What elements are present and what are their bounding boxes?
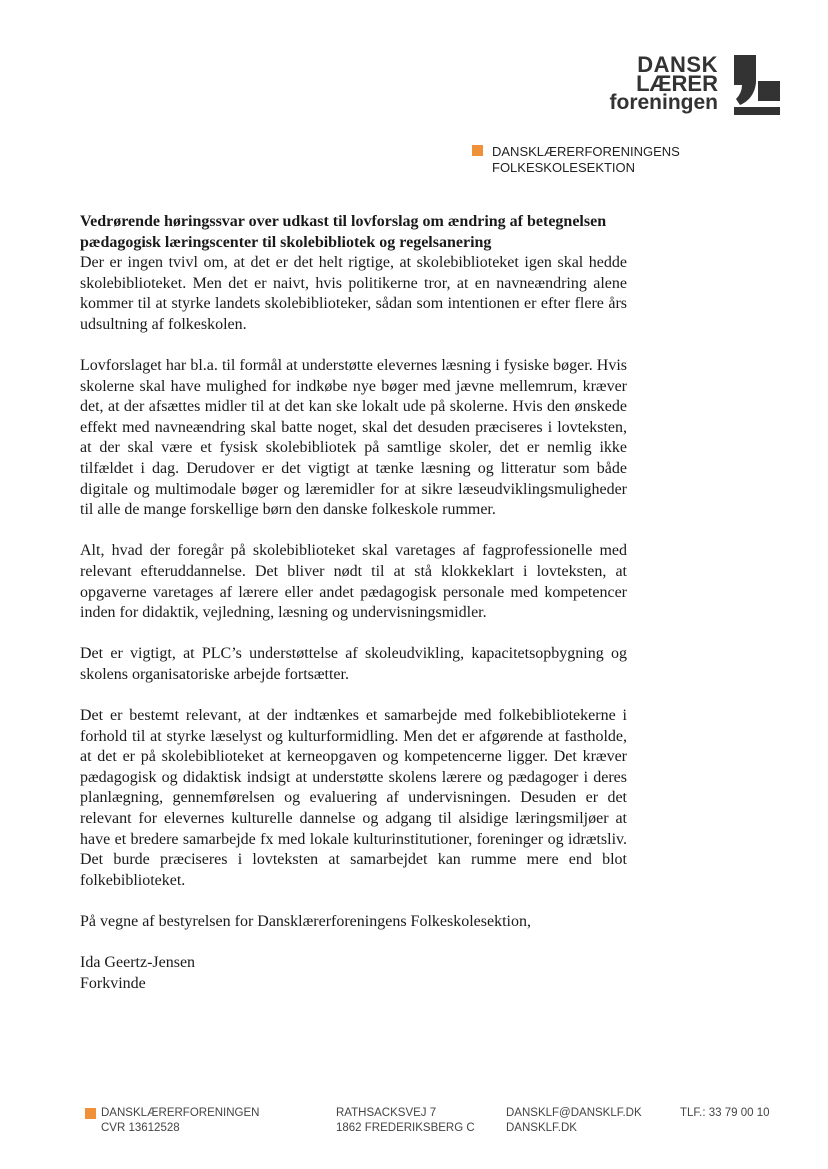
city: 1862 FREDERIKSBERG C bbox=[336, 1122, 475, 1134]
logo-mark-icon bbox=[734, 55, 782, 117]
paragraph: Det er bestemt relevant, at der indtænkes et samarbejde med folkebibliotekerne i forhold til at styrke læselyst og kulturformidling. Men det er afgørende at fastholde, at det er på skolebiblioteket at kerneopgaven og kompetencerne ligger. Det kræver pædagogisk og didaktisk indsigt at understøtte skolens lærere og pædagoger i deres planlægning, gennemførelsen og evaluering af undervisningen. Desuden er det relevant for elevernes kulturelle dannelse og adgang til alsidige læringsmiljøer at have et bredere samarbejde fx med lokale kulturinstitutioner, foreninger og idrætsliv. Det burde præciseres i lovteksten at samarbejdet kan rumme mere end blot folkebiblioteket. bbox=[80, 707, 627, 889]
paragraph: Lovforslaget har bl.a. til formål at understøtte elevernes læsning i fysiske bøger. Hvis skolerne skal have mulighed for indkøbe nye bøger med jævne mellemrum, kræver det, at der afsættes midler til at det kan ske lokalt ude på skolerne. Hvis den ønskede effekt med navneændring skal batte noget, skal det desuden præciseres i lovteksten, at der skal være et fysisk skolebibliotek på samtlige skoler, det er nemlig ikke tilfældet i dag. Derudover er det vigtigt at tænke læsning og litteratur som både digitale og multimodale bøger og læremidler for at sikre læseudviklingsmuligheder til alle de mange forskellige børn den danske folkeskole rummer. bbox=[80, 356, 627, 519]
footer-address bbox=[336, 1106, 475, 1136]
logo-line: DANSK bbox=[637, 52, 718, 77]
paragraph: Alt, hvad der foregår på skolebiblioteket skal varetages af fagprofessionelle med relevant efteruddannelse. Det bliver nødt til at stå klokkeklart i lovteksten, at opgaverne varetages af lærere eller andet pædagogisk personale med kompetencer inden for didaktik, vejledning, læsning og undervisningsmidler. bbox=[80, 542, 627, 622]
paragraph: Det er vigtigt, at PLC’s understøttelse af skoleudvikling, kapacitetsopbygning og skolens organisatoriske arbejde fortsætter. bbox=[80, 645, 627, 683]
street: RATHSACKSVEJ 7 bbox=[336, 1107, 437, 1119]
website-link[interactable]: DANSKLF.DK bbox=[506, 1122, 577, 1134]
logo-line: foreningen bbox=[609, 91, 718, 114]
orange-square-icon bbox=[85, 1108, 96, 1119]
letter-title: Vedrørende høringssvar over udkast til lovforslag om ændring af betegnelsen pædagogisk læringscenter til skolebibliotek og regelsanering bbox=[80, 213, 607, 251]
section-heading bbox=[472, 144, 680, 176]
footer-org bbox=[85, 1106, 259, 1136]
email-link[interactable]: DANSKLF@DANSKLF.DK bbox=[506, 1107, 642, 1119]
orange-square-icon bbox=[472, 145, 483, 156]
logo-line: LÆRER bbox=[636, 71, 718, 96]
paragraph: Der er ingen tvivl om, at det er det helt rigtige, at skolebiblioteket igen skal hedde skolebiblioteket. Men det er naivt, hvis politikerne tror, at en navneændring alene kommer til at styrke landets skolebiblioteker, sådan som intentionen er efter flere års udsultning af folkeskolen. bbox=[80, 254, 627, 333]
letter-body bbox=[80, 253, 627, 994]
org-name: DANSKLÆRERFORENINGEN bbox=[101, 1107, 260, 1119]
footer-web bbox=[506, 1106, 642, 1136]
section-line: FOLKESKOLESEKTION bbox=[492, 160, 636, 175]
signature-role: Forkvinde bbox=[80, 974, 146, 992]
cvr: CVR 13612528 bbox=[101, 1122, 180, 1134]
dansklaererforeningen-logo bbox=[609, 52, 782, 125]
section-line: DANSKLÆRERFORENINGENS bbox=[492, 144, 680, 159]
closing: På vegne af bestyrelsen for Dansklærerforeningens Folkeskolesektion, bbox=[80, 913, 531, 930]
signature-name: Ida Geertz-Jensen bbox=[80, 954, 196, 972]
footer-phone: TLF.: 33 79 00 10 bbox=[680, 1107, 770, 1119]
